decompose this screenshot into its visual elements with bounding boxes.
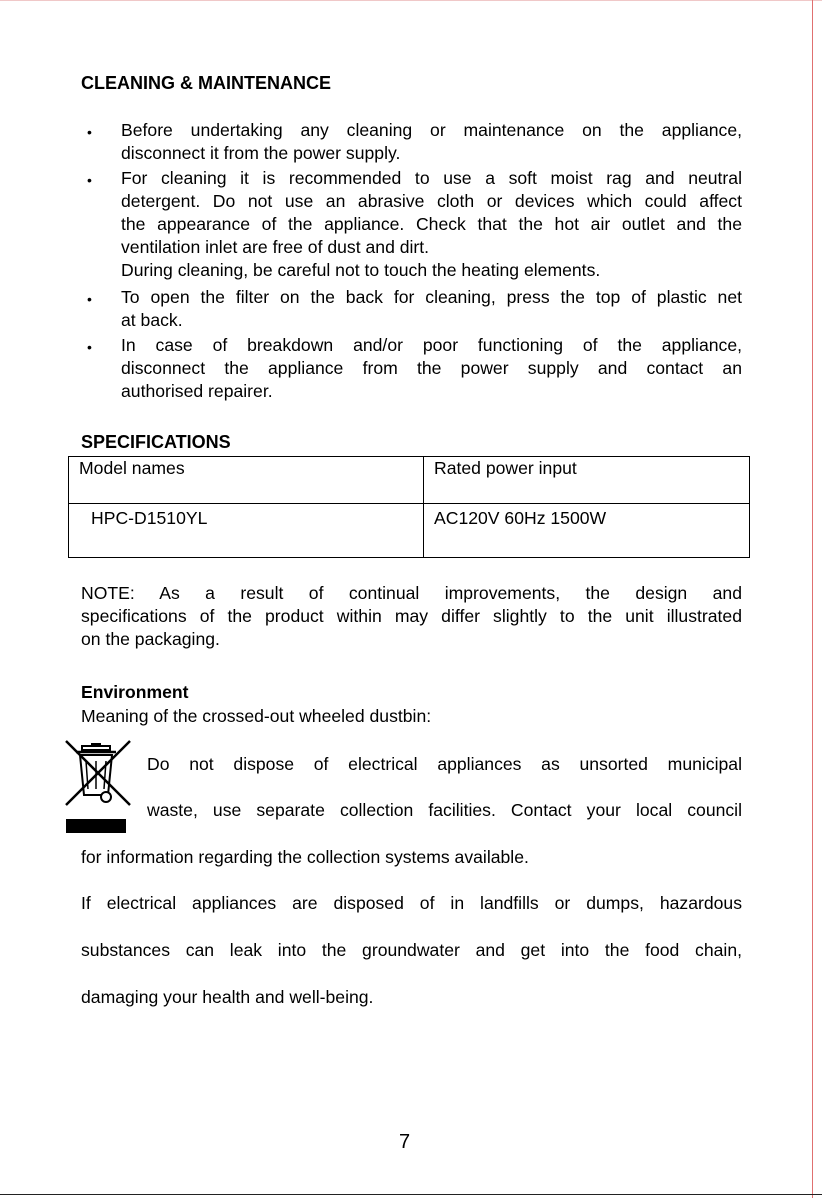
bullet-4-line-1: In case of breakdown and/or poor functioning of the appliance, <box>121 335 742 355</box>
note-line-2: specifications of the product within may differ slightly to the unit illustrated <box>81 606 742 626</box>
table-row <box>69 504 750 558</box>
page-top-edge <box>0 0 822 1</box>
bullet-4-line-3: authorised repairer. <box>121 381 273 401</box>
table-header-model: Model names <box>69 457 424 504</box>
bullet-3-line-1: To open the filter on the back for cleaning, press the top of plastic net <box>121 287 742 307</box>
environment-para2-line-2: substances can leak into the groundwater and get into the food chain, <box>81 940 742 960</box>
page-bottom-edge <box>0 1194 822 1195</box>
environment-para2-line-3: damaging your health and well-being. <box>81 987 374 1007</box>
bullet-2-line-2: detergent. Do not use an abrasive cloth or devices which could affect <box>121 191 742 211</box>
specifications-table <box>68 456 750 558</box>
table-cell-model: HPC-D1510YL <box>69 504 424 558</box>
bullet-4-line-2: disconnect the appliance from the power supply and contact an <box>121 358 742 378</box>
table-header-power: Rated power input <box>424 457 750 504</box>
note-line-1: NOTE: As a result of continual improvements, the design and <box>81 583 742 603</box>
bullet-2-line-1: For cleaning it is recommended to use a soft moist rag and neutral <box>121 168 742 188</box>
bullet-2: • <box>87 172 92 188</box>
bullet-2-line-3: the appearance of the appliance. Check that the hot air outlet and the <box>121 214 742 234</box>
bullet-3-line-2: at back. <box>121 310 183 330</box>
bullet-1-line-1: Before undertaking any cleaning or maintenance on the appliance, <box>121 120 742 140</box>
note-line-3: on the packaging. <box>81 629 220 649</box>
bullet-2-line-5: During cleaning, be careful not to touch the heating elements. <box>121 260 601 280</box>
page-number: 7 <box>399 1131 411 1153</box>
page-right-edge <box>812 0 813 1198</box>
environment-line-1: Do not dispose of electrical appliances as unsorted municipal <box>147 754 742 774</box>
specifications-heading: SPECIFICATIONS <box>81 432 231 452</box>
bullet-3: • <box>87 291 92 307</box>
crossed-out-wheeled-bin-icon <box>60 733 132 837</box>
environment-heading: Environment <box>81 682 189 702</box>
table-cell-power: AC120V 60Hz 1500W <box>424 504 750 558</box>
environment-subheading: Meaning of the crossed-out wheeled dustbin: <box>81 706 432 726</box>
environment-line-3: for information regarding the collection systems available. <box>81 847 529 867</box>
bullet-4: • <box>87 339 92 355</box>
bullet-1: • <box>87 124 92 140</box>
cleaning-heading: CLEANING & MAINTENANCE <box>81 73 331 93</box>
table-header-row <box>69 457 750 504</box>
bullet-2-line-4: ventilation inlet are free of dust and dirt. <box>121 237 430 257</box>
environment-para2-line-1: If electrical appliances are disposed of in landfills or dumps, hazardous <box>81 893 742 913</box>
environment-line-2: waste, use separate collection facilities. Contact your local council <box>147 800 742 820</box>
bullet-1-line-2: disconnect it from the power supply. <box>121 143 401 163</box>
